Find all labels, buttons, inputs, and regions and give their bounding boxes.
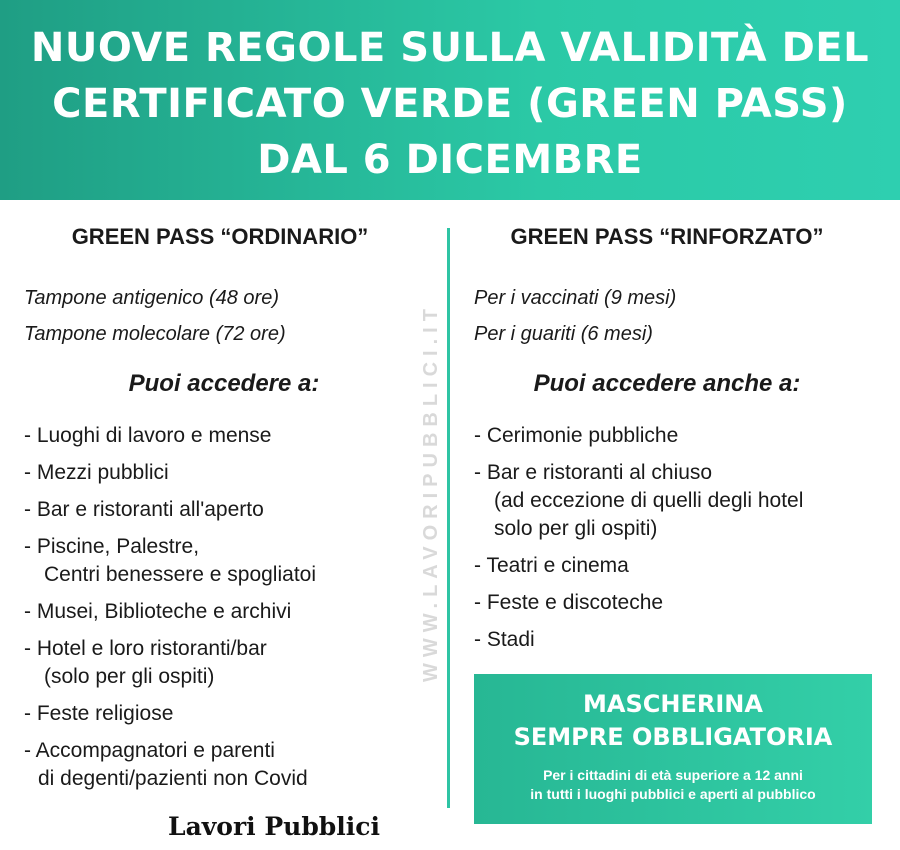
list-item-text: - Piscine, Palestre, — [24, 535, 200, 558]
list-item — [24, 422, 316, 450]
list-item-continuation: (ad eccezione di quelli degli hotel — [494, 489, 804, 512]
header-banner — [0, 0, 900, 200]
list-item-text: - Feste religiose — [24, 702, 174, 725]
list-item-text: - Musei, Biblioteche e archivi — [24, 600, 292, 623]
list-item-text: - Mezzi pubblici — [24, 461, 169, 484]
list-item-text: - Feste e discoteche — [474, 591, 664, 614]
right-subtitle: Puoi accedere anche a: — [533, 370, 801, 397]
list-item — [24, 496, 316, 524]
left-validity-item: Tampone molecolare (72 ore) — [24, 323, 286, 345]
list-item — [474, 626, 803, 654]
left-access-list — [24, 422, 316, 802]
list-item-continuation: Centri benessere e spogliatoi — [44, 563, 316, 586]
header-title-line-3: DAL 6 DICEMBRE — [257, 137, 643, 183]
left-validity — [24, 280, 286, 352]
list-item-text: - Bar e ristoranti all'aperto — [24, 498, 264, 521]
list-item — [24, 635, 316, 691]
right-validity — [474, 280, 676, 352]
right-column-title: GREEN PASS “RINFORZATO” — [510, 224, 824, 249]
list-item — [24, 533, 316, 589]
list-item-text: - Accompagnatori e parenti — [24, 739, 275, 762]
list-item — [474, 459, 803, 543]
list-item — [474, 589, 803, 617]
list-item — [474, 422, 803, 450]
list-item-continuation: di degenti/pazienti non Covid — [38, 767, 308, 790]
list-item-text: - Cerimonie pubbliche — [474, 424, 679, 447]
list-item-text: - Teatri e cinema — [474, 554, 629, 577]
header-title-line-2: CERTIFICATO VERDE (GREEN PASS) — [52, 81, 848, 127]
left-subtitle: Puoi accedere a: — [128, 370, 320, 397]
list-item — [24, 459, 316, 487]
left-column-title: GREEN PASS “ORDINARIO” — [71, 224, 369, 249]
list-item-text: - Stadi — [474, 628, 535, 651]
header-title-line-1: NUOVE REGOLE SULLA VALIDITÀ DEL — [30, 25, 870, 71]
right-validity-item: Per i vaccinati (9 mesi) — [474, 287, 677, 309]
mask-title-line-1: MASCHERINA — [583, 690, 763, 718]
list-item-text: - Bar e ristoranti al chiuso — [474, 461, 713, 484]
list-item-continuation: (solo per gli ospiti) — [44, 665, 215, 688]
list-item — [24, 598, 316, 626]
list-item — [474, 552, 803, 580]
list-item-text: - Hotel e loro ristoranti/bar — [24, 637, 267, 660]
mask-notice-box — [474, 674, 872, 824]
list-item — [24, 700, 316, 728]
mask-note-line-1: Per i cittadini di età superiore a 12 anni — [543, 767, 803, 783]
list-item-text: - Luoghi di lavoro e mense — [24, 424, 272, 447]
brand-logo: Lavori Pubblici — [168, 812, 380, 841]
right-access-list — [474, 422, 803, 663]
right-validity-item: Per i guariti (6 mesi) — [474, 323, 653, 345]
left-validity-item: Tampone antigenico (48 ore) — [24, 287, 279, 309]
list-item — [24, 737, 316, 793]
list-item-continuation: solo per gli ospiti) — [494, 517, 658, 540]
watermark: WWW.LAVORIPUBBLICI.IT — [420, 303, 442, 682]
mask-note-line-2: in tutti i luoghi pubblici e aperti al pubblico — [530, 786, 816, 802]
mask-title-line-2: SEMPRE OBBLIGATORIA — [513, 723, 833, 751]
